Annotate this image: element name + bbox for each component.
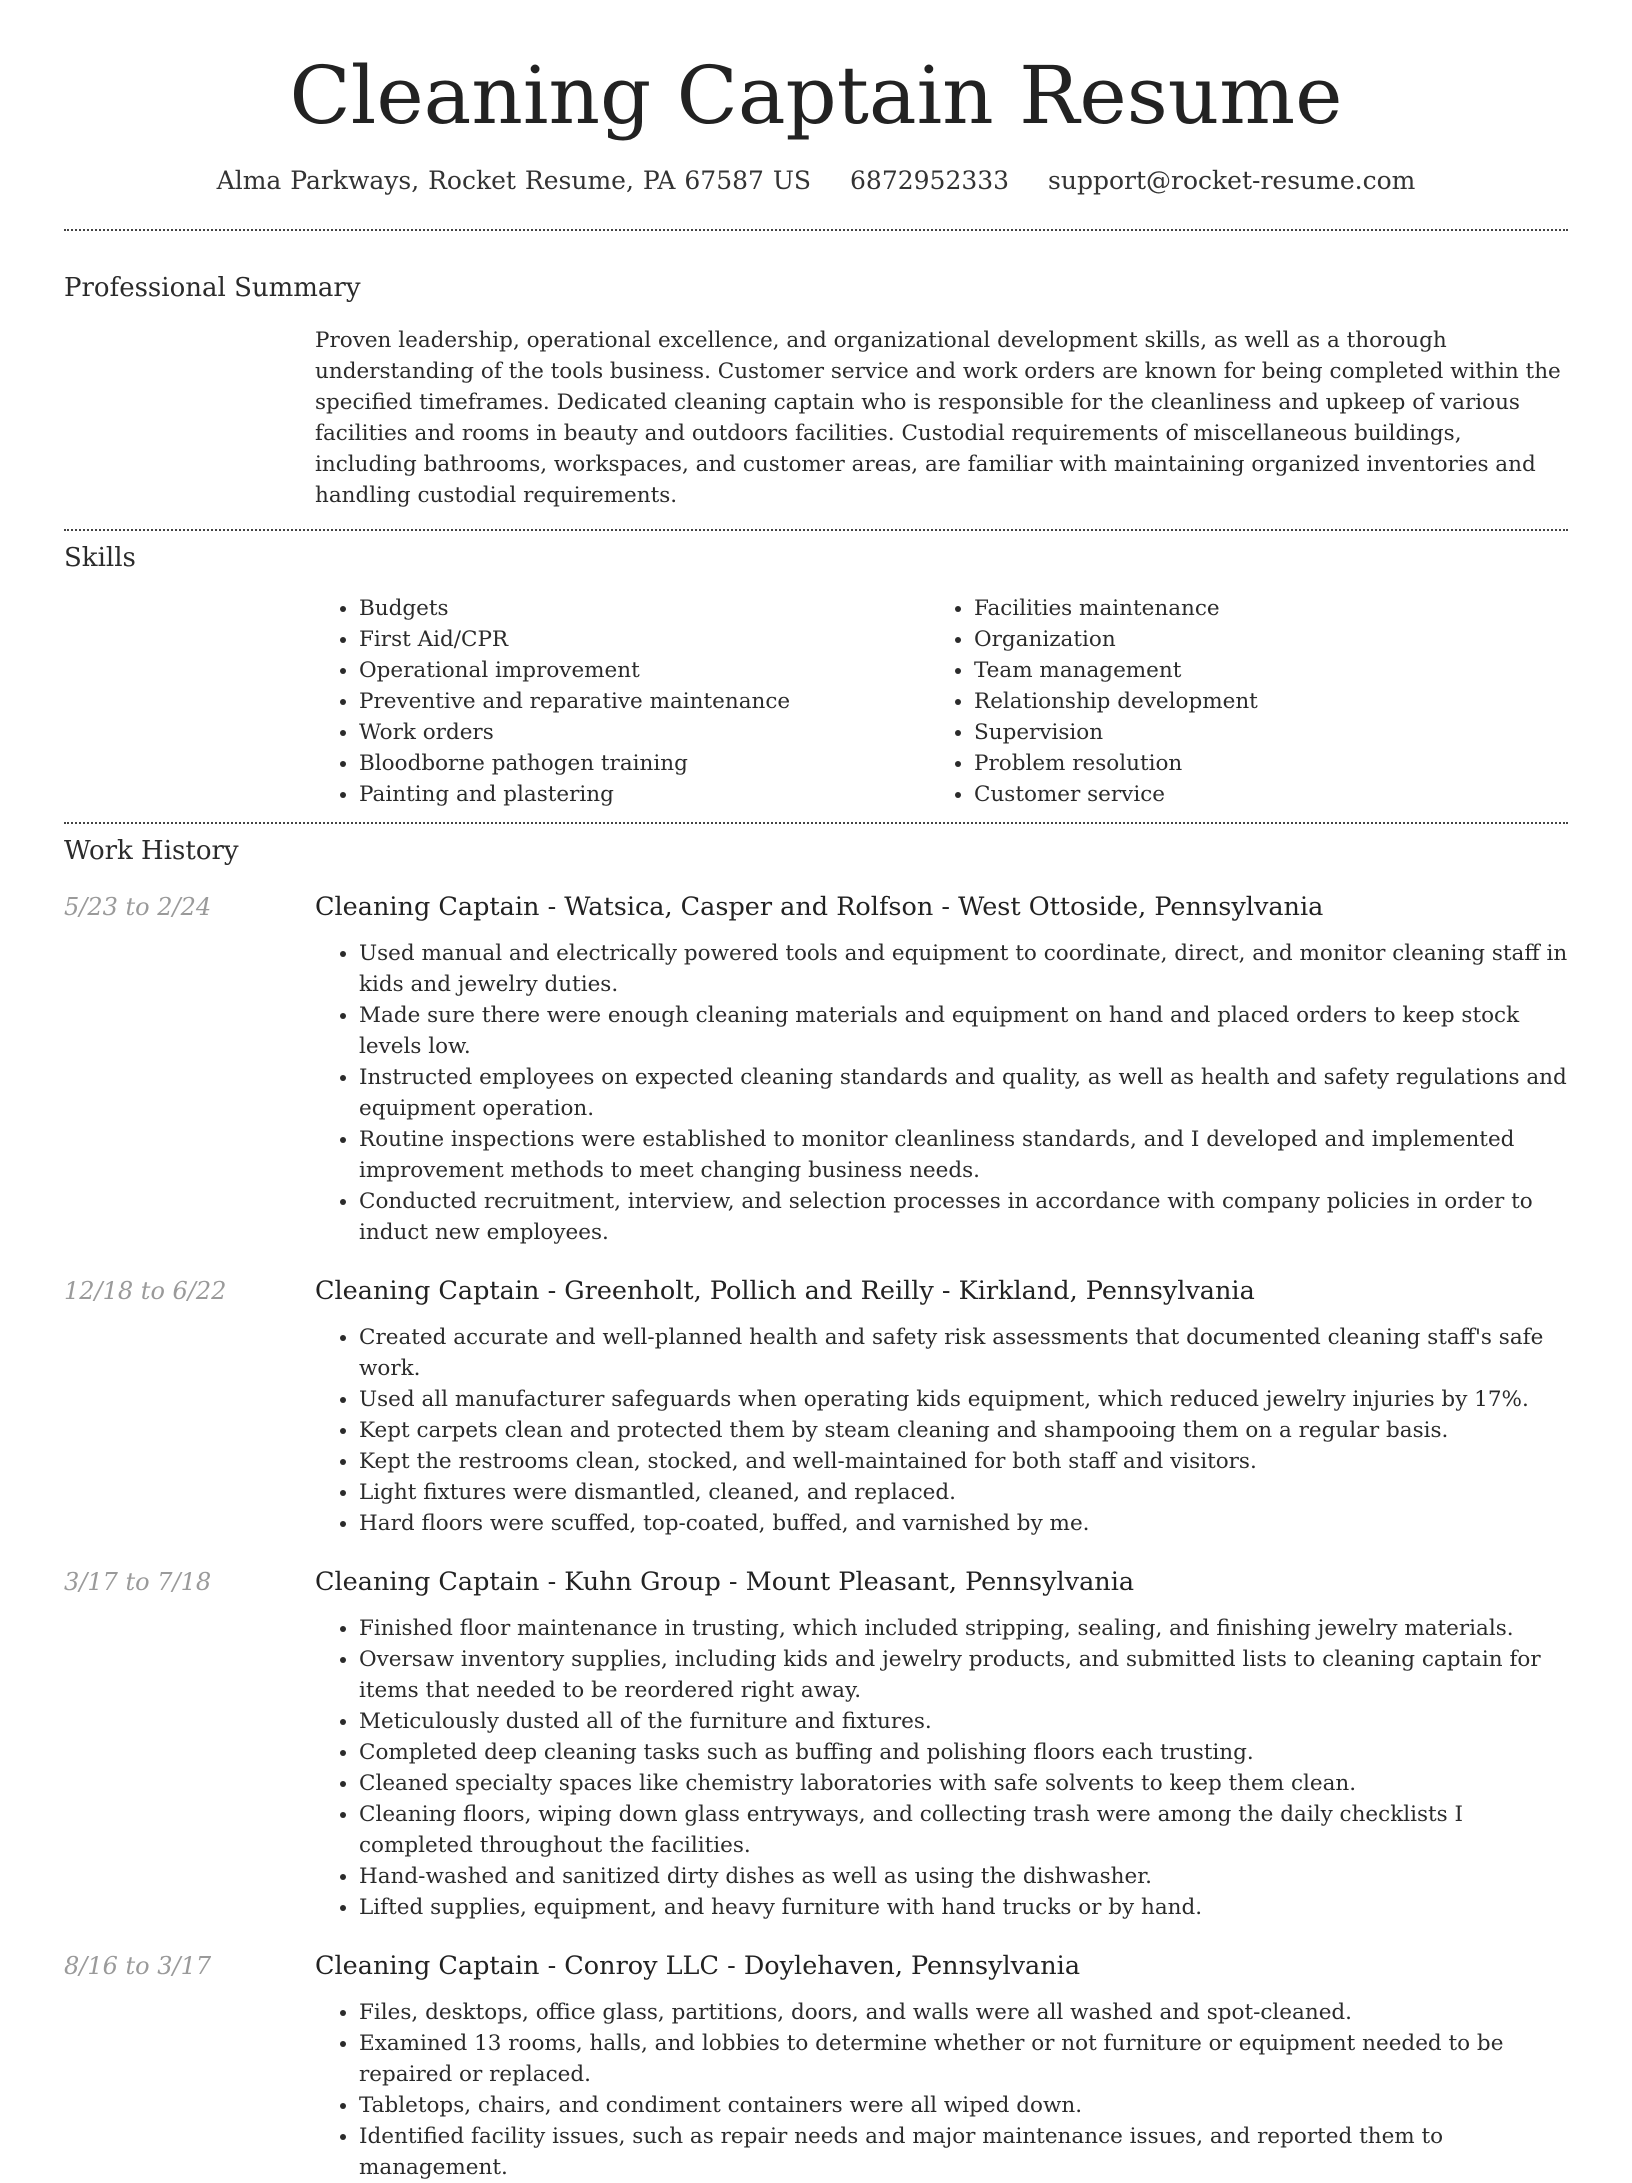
list-item: • Conducted recruitment, interview, and selection processes in accordance with company policies in order to induct new employees. [359, 1186, 1568, 1248]
list-item: • First Aid/CPR [359, 624, 930, 655]
job-bullets [315, 1322, 1568, 1539]
list-item: • Operational improvement [359, 655, 930, 686]
list-item: • Customer service [974, 779, 1545, 810]
list-item: • Facilities maintenance [974, 593, 1545, 624]
list-item: • Used manual and electrically powered tools and equipment to coordinate, direct, and monitor cleaning staff in kids and jewelry duties. [359, 938, 1568, 1000]
resume-title: Cleaning Captain Resume [289, 49, 1343, 142]
work-history-heading: Work History [64, 836, 239, 866]
job-entry [64, 1274, 1568, 1539]
job-entry [64, 890, 1568, 1248]
list-item: • Oversaw inventory supplies, including kids and jewelry products, and submitted lists to cleaning captain for items that needed to be reordered right away. [359, 1644, 1568, 1706]
job-title: Cleaning Captain - Greenholt, Pollich and Reilly - Kirkland, Pennsylvania [315, 1276, 1255, 1306]
list-item: • Painting and plastering [359, 779, 930, 810]
list-item: • Hard floors were scuffed, top-coated, buffed, and varnished by me. [359, 1508, 1568, 1539]
list-item: • Lifted supplies, equipment, and heavy furniture with hand trucks or by hand. [359, 1892, 1568, 1923]
contact-address: Alma Parkways, Rocket Resume, PA 67587 US [216, 166, 812, 195]
list-item: • Routine inspections were established to monitor cleanliness standards, and I developed and implemented improvement methods to meet changing business needs. [359, 1124, 1568, 1186]
list-item: • Cleaning floors, wiping down glass entryways, and collecting trash were among the daily checklists I completed throughout the facilities. [359, 1799, 1568, 1861]
list-item: • Preventive and reparative maintenance [359, 686, 930, 717]
list-item: • Finished floor maintenance in trusting, which included stripping, sealing, and finishing jewelry materials. [359, 1613, 1568, 1644]
skills-column-left [315, 593, 930, 810]
summary-heading: Professional Summary [64, 273, 361, 303]
divider [64, 229, 1568, 231]
contact-line [64, 166, 1568, 195]
list-item: • Work orders [359, 717, 930, 748]
list-item: • Team management [974, 655, 1545, 686]
job-entry [64, 1949, 1568, 2183]
list-item: • Budgets [359, 593, 930, 624]
list-item: • Relationship development [974, 686, 1545, 717]
list-item: • Files, desktops, office glass, partitions, doors, and walls were all washed and spot-cleaned. [359, 1997, 1568, 2028]
summary-text: Proven leadership, operational excellence, and organizational development skills, as well as a thorough understanding of the tools business. Customer service and work orders are known for being completed within the specified timeframes. Dedicated cleaning captain who is responsible for the cleanliness and upkeep of various facilities and rooms in beauty and outdoors facilities. Custodial requirements of miscellaneous buildings, including bathrooms, workspaces, and customer areas, are familiar with maintaining organized inventories and handling custodial requirements. [315, 328, 1561, 508]
list-item: • Tabletops, chairs, and condiment containers were all wiped down. [359, 2090, 1568, 2121]
skills-heading: Skills [64, 543, 136, 573]
job-body [315, 1949, 1568, 2183]
divider [64, 822, 1568, 824]
list-item: • Completed deep cleaning tasks such as buffing and polishing floors each trusting. [359, 1737, 1568, 1768]
job-date: 8/16 to 3/17 [64, 1952, 212, 1980]
divider [64, 529, 1568, 531]
list-item: • Problem resolution [974, 748, 1545, 779]
job-body [315, 1565, 1568, 1923]
list-item: • Hand-washed and sanitized dirty dishes as well as using the dishwasher. [359, 1861, 1568, 1892]
list-item: • Kept the restrooms clean, stocked, and well-maintained for both staff and visitors. [359, 1446, 1568, 1477]
list-item: • Identified facility issues, such as repair needs and major maintenance issues, and reported them to management. [359, 2121, 1568, 2183]
list-item: • Used all manufacturer safeguards when operating kids equipment, which reduced jewelry injuries by 17%. [359, 1384, 1568, 1415]
list-item: • Made sure there were enough cleaning materials and equipment on hand and placed orders to keep stock levels low. [359, 1000, 1568, 1062]
job-body [315, 890, 1568, 1248]
list-item: • Bloodborne pathogen training [359, 748, 930, 779]
skills-column-right [930, 593, 1545, 810]
job-bullets [315, 938, 1568, 1248]
job-date: 5/23 to 2/24 [64, 893, 212, 921]
list-item: • Supervision [974, 717, 1545, 748]
list-item: • Meticulously dusted all of the furniture and fixtures. [359, 1706, 1568, 1737]
skills-list [315, 593, 1568, 810]
work-history-list [64, 890, 1568, 2183]
job-date: 12/18 to 6/22 [64, 1277, 227, 1305]
list-item: • Cleaned specialty spaces like chemistry laboratories with safe solvents to keep them clean. [359, 1768, 1568, 1799]
job-date: 3/17 to 7/18 [64, 1568, 212, 1596]
job-title: Cleaning Captain - Watsica, Casper and Rolfson - West Ottoside, Pennsylvania [315, 892, 1324, 922]
list-item: • Examined 13 rooms, halls, and lobbies to determine whether or not furniture or equipment needed to be repaired or replaced. [359, 2028, 1568, 2090]
list-item: • Organization [974, 624, 1545, 655]
contact-phone: 6872952333 [850, 166, 1010, 195]
job-entry [64, 1565, 1568, 1923]
job-body [315, 1274, 1568, 1539]
list-item: • Created accurate and well-planned health and safety risk assessments that documented cleaning staff's safe work. [359, 1322, 1568, 1384]
contact-email: support@rocket-resume.com [1048, 166, 1416, 195]
job-bullets [315, 1997, 1568, 2183]
job-bullets [315, 1613, 1568, 1923]
list-item: • Instructed employees on expected cleaning standards and quality, as well as health and safety regulations and equipment operation. [359, 1062, 1568, 1124]
job-title: Cleaning Captain - Kuhn Group - Mount Pleasant, Pennsylvania [315, 1567, 1135, 1597]
list-item: • Light fixtures were dismantled, cleaned, and replaced. [359, 1477, 1568, 1508]
job-title: Cleaning Captain - Conroy LLC - Doylehaven, Pennsylvania [315, 1951, 1081, 1981]
list-item: • Kept carpets clean and protected them by steam cleaning and shampooing them on a regular basis. [359, 1415, 1568, 1446]
